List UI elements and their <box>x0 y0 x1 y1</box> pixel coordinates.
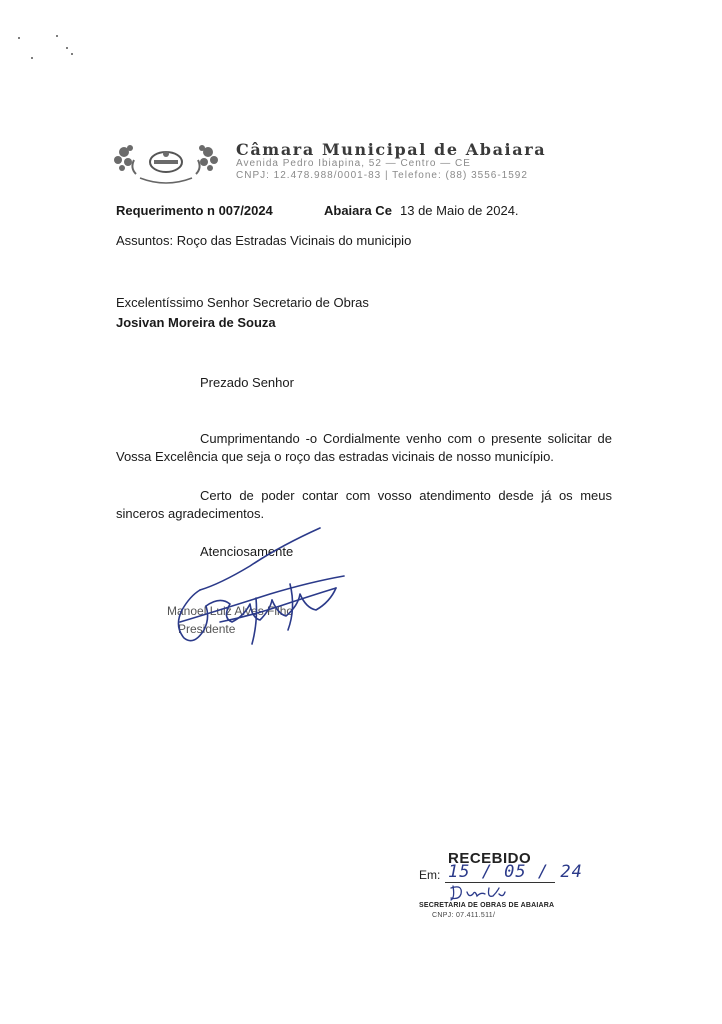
addressee-name: Josivan Moreira de Souza <box>116 315 276 330</box>
scan-speck <box>56 35 58 37</box>
paragraph-1-line-1: Cumprimentando -o Cordialmente venho com o presente solicitar de <box>200 431 612 446</box>
paragraph-2-line-1: Certo de poder contar com vosso atendimento desde já os meus <box>200 488 612 503</box>
scan-speck <box>66 47 68 49</box>
received-stamp-department: SECRETARIA DE OBRAS DE ABAIARA <box>419 902 555 909</box>
addressee-title: Excelentíssimo Senhor Secretario de Obras <box>116 295 369 310</box>
received-stamp-cnpj: CNPJ: 07.411.511/ <box>432 912 496 919</box>
city: Abaiara Ce <box>324 203 392 218</box>
paragraph-2-line-2: sinceros agradecimentos. <box>116 506 265 521</box>
letterhead-title: Câmara Municipal de Abaiara <box>236 140 547 159</box>
letterhead-cnpj-phone: CNPJ: 12.478.988/0001-83 | Telefone: (88) 3556-1592 <box>236 170 528 181</box>
closing: Atenciosamente <box>200 544 294 559</box>
body-paragraph-1 <box>116 430 612 466</box>
coat-of-arms-logo <box>110 138 222 190</box>
scan-speck <box>71 53 73 55</box>
received-stamp-title: RECEBIDO <box>448 850 532 867</box>
scan-speck <box>18 37 20 39</box>
greeting: Prezado Senhor <box>200 375 294 390</box>
signer-name: Manoel Luiz Alves Filho <box>167 604 294 618</box>
body-paragraph-2 <box>116 487 612 523</box>
scan-speck <box>31 57 33 59</box>
requirement-number: Requerimento n 007/2024 <box>116 203 273 218</box>
received-stamp-date-label: Em: <box>419 868 441 882</box>
paragraph-1-line-2: Vossa Excelência que seja o roço das estradas vicinais de nosso município. <box>116 449 554 464</box>
letterhead-address: Avenida Pedro Ibiapina, 52 — Centro — CE <box>236 158 471 169</box>
handwritten-signature <box>160 526 350 652</box>
document-date: 13 de Maio de 2024. <box>400 203 519 218</box>
received-stamp-date: 15 / 05 / 24 <box>448 862 583 882</box>
signer-role: Presidente <box>178 622 236 636</box>
received-initials-signature <box>445 880 525 902</box>
subject: Assuntos: Roço das Estradas Vicinais do municipio <box>116 233 412 248</box>
